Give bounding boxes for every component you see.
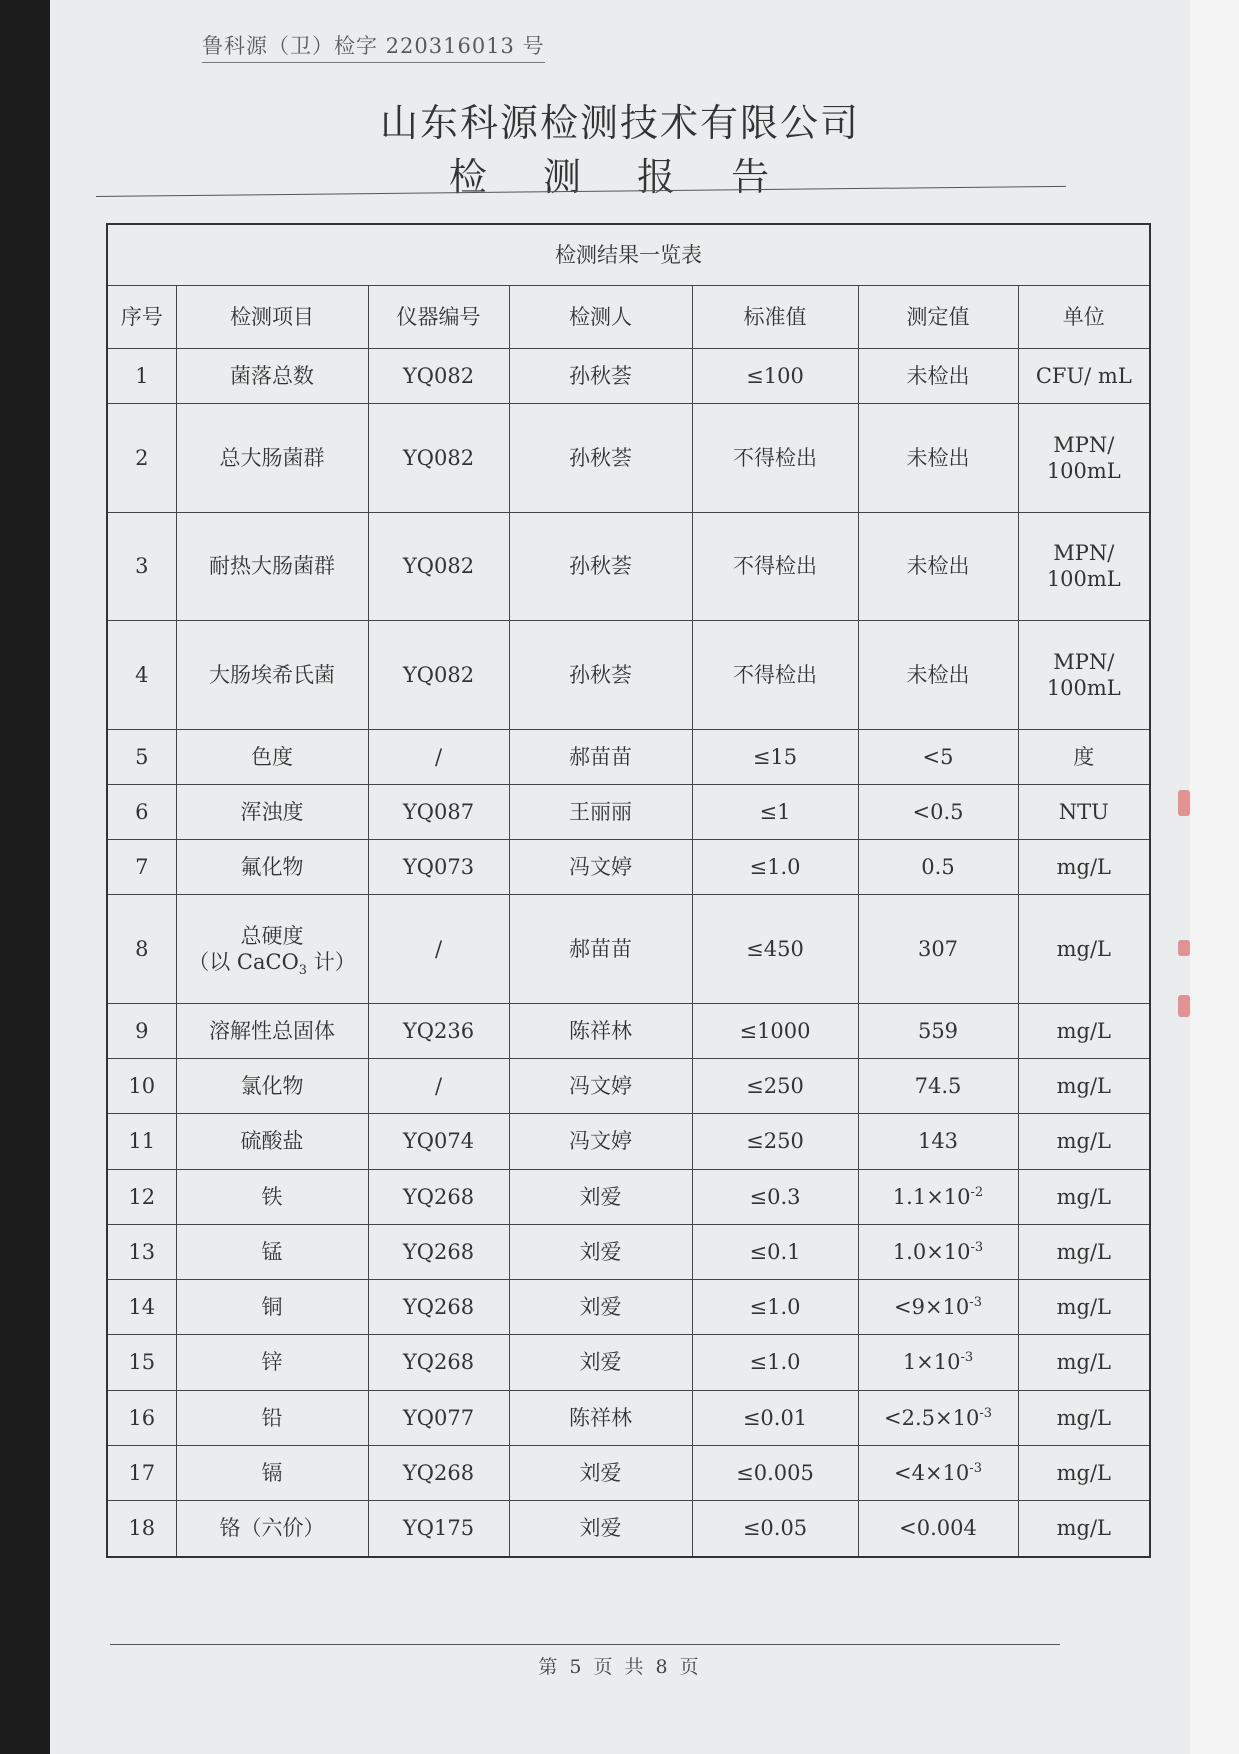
instrument-code: /	[368, 1059, 509, 1114]
item-name-text: 色度	[251, 744, 293, 769]
measured-value-exponent: -3	[969, 1295, 982, 1311]
tester-name: 刘爱	[509, 1445, 692, 1500]
footer-divider	[110, 1644, 1060, 1645]
table-row	[107, 404, 1150, 512]
item-name	[176, 349, 368, 404]
instrument-code: YQ087	[368, 784, 509, 839]
instrument-code: /	[368, 729, 509, 784]
results-table	[106, 223, 1151, 1558]
instrument-code: YQ268	[368, 1280, 509, 1335]
instrument-code: YQ268	[368, 1169, 509, 1224]
row-number: 6	[107, 784, 176, 839]
measured-value: 74.5	[858, 1059, 1018, 1114]
instrument-code: YQ082	[368, 404, 509, 512]
standard-value: ≤1.0	[692, 840, 858, 895]
company-name: 山东科源检测技术有限公司	[379, 101, 860, 145]
table-body	[107, 349, 1150, 1558]
standard-value: ≤250	[692, 1059, 858, 1114]
report-page	[50, 0, 1190, 1754]
unit: MPN/ 100mL	[1018, 404, 1150, 512]
row-number: 9	[107, 1003, 176, 1058]
item-name-text: 铁	[261, 1184, 283, 1209]
measured-value	[858, 1169, 1018, 1224]
tester-name: 孙秋荟	[509, 512, 692, 620]
standard-value: 不得检出	[692, 512, 858, 620]
standard-value: ≤450	[692, 895, 858, 1003]
tester-name: 王丽丽	[509, 784, 692, 839]
measured-value-base: 1.1×10	[892, 1184, 971, 1209]
table-row	[107, 1224, 1150, 1279]
measured-value-exponent: -3	[969, 1460, 982, 1476]
instrument-code: YQ236	[368, 1003, 509, 1058]
item-name-text: 镉	[261, 1460, 283, 1485]
item-name-text: 总大肠菌群	[219, 445, 325, 470]
unit: mg/L	[1018, 1059, 1150, 1114]
item-name	[176, 1059, 368, 1114]
unit: MPN/ 100mL	[1018, 512, 1150, 620]
tester-name: 刘爱	[509, 1224, 692, 1279]
row-number: 1	[107, 349, 176, 404]
unit: mg/L	[1018, 895, 1150, 1003]
item-name	[176, 1501, 368, 1557]
item-name	[176, 1114, 368, 1169]
tester-name: 刘爱	[509, 1280, 692, 1335]
measured-value: 143	[858, 1114, 1018, 1169]
table-row	[107, 349, 1150, 404]
standard-value: ≤0.1	[692, 1224, 858, 1279]
table-row	[107, 621, 1150, 729]
measured-value: 未检出	[858, 349, 1018, 404]
item-name	[176, 1445, 368, 1500]
item-name	[176, 1280, 368, 1335]
instrument-code: YQ175	[368, 1501, 509, 1557]
measured-value-base: 1.0×10	[892, 1239, 971, 1264]
unit: mg/L	[1018, 1114, 1150, 1169]
row-number: 16	[107, 1390, 176, 1445]
measured-value-exponent: -2	[970, 1184, 984, 1200]
seal-fragment	[1178, 995, 1190, 1017]
standard-value: ≤0.01	[692, 1390, 858, 1445]
item-name-text: 锌	[261, 1350, 283, 1375]
tester-name: 冯文婷	[509, 1114, 692, 1169]
measured-value: <0.004	[858, 1501, 1018, 1557]
measured-value-base: <4×10	[894, 1460, 970, 1485]
page-number: 第 5 页 共 8 页	[538, 1656, 702, 1678]
item-name	[176, 1224, 368, 1279]
standard-value: ≤1	[692, 784, 858, 839]
tester-name: 冯文婷	[509, 1059, 692, 1114]
instrument-code: YQ082	[368, 349, 509, 404]
item-name-text: 氟化物	[240, 855, 304, 880]
table-row	[107, 784, 1150, 839]
standard-value: ≤100	[692, 349, 858, 404]
item-name-text: 菌落总数	[230, 364, 314, 388]
tester-name: 刘爱	[509, 1335, 692, 1390]
row-number: 8	[107, 895, 176, 1003]
instrument-code: YQ268	[368, 1445, 509, 1500]
measured-value-base: <2.5×10	[884, 1405, 980, 1430]
item-name-text: 铬（六价）	[219, 1516, 325, 1541]
standard-value: ≤1.0	[692, 1335, 858, 1390]
unit: 度	[1018, 729, 1150, 784]
item-name	[176, 621, 368, 729]
report-title: 检 测 报 告	[448, 155, 792, 199]
table-row	[107, 1390, 1150, 1445]
measured-value	[858, 1224, 1018, 1279]
table-row	[107, 895, 1150, 1003]
table-row	[107, 1280, 1150, 1335]
table-row	[107, 1114, 1150, 1169]
instrument-code: YQ082	[368, 512, 509, 620]
column-header: 测定值	[858, 286, 1018, 349]
item-name	[176, 404, 368, 512]
row-number: 2	[107, 404, 176, 512]
instrument-code: /	[368, 895, 509, 1003]
standard-value: ≤0.3	[692, 1169, 858, 1224]
column-header: 仪器编号	[368, 286, 509, 349]
item-name-text: 耐热大肠菌群	[209, 554, 335, 579]
table-row	[107, 1335, 1150, 1390]
seal-fragment	[1178, 940, 1190, 956]
tester-name: 冯文婷	[509, 840, 692, 895]
tester-name: 郝苗苗	[509, 729, 692, 784]
measured-value: 未检出	[858, 512, 1018, 620]
tester-name: 孙秋荟	[509, 349, 692, 404]
item-name	[176, 840, 368, 895]
standard-value: ≤0.05	[692, 1501, 858, 1557]
measured-value	[858, 1280, 1018, 1335]
item-name-text: 铜	[261, 1295, 283, 1320]
measured-value-exponent: -3	[960, 1350, 974, 1366]
item-name	[176, 1335, 368, 1390]
table-row	[107, 1445, 1150, 1500]
tester-name: 陈祥林	[509, 1003, 692, 1058]
unit: CFU/ mL	[1018, 349, 1150, 404]
unit: mg/L	[1018, 1003, 1150, 1058]
column-header: 标准值	[692, 286, 858, 349]
column-header: 检测项目	[176, 286, 368, 349]
column-header: 检测人	[509, 286, 692, 349]
table-row	[107, 729, 1150, 784]
unit: mg/L	[1018, 1445, 1150, 1500]
item-name	[176, 729, 368, 784]
unit: mg/L	[1018, 840, 1150, 895]
report-number: 鲁科源（卫）检字 220316013 号	[202, 30, 545, 63]
table-row	[107, 512, 1150, 620]
measured-value: 未检出	[858, 621, 1018, 729]
measured-value	[858, 1445, 1018, 1500]
item-name-text: 硫酸盐	[240, 1129, 304, 1154]
instrument-code: YQ268	[368, 1224, 509, 1279]
unit: mg/L	[1018, 1280, 1150, 1335]
standard-value: ≤1000	[692, 1003, 858, 1058]
column-header: 序号	[107, 286, 176, 349]
table-row	[107, 1059, 1150, 1114]
item-name	[176, 895, 368, 1003]
unit: NTU	[1018, 784, 1150, 839]
measured-value-exponent: -3	[970, 1239, 984, 1255]
row-number: 11	[107, 1114, 176, 1169]
unit: mg/L	[1018, 1224, 1150, 1279]
table-row	[107, 1003, 1150, 1058]
unit: MPN/ 100mL	[1018, 621, 1150, 729]
standard-value: ≤1.0	[692, 1280, 858, 1335]
item-name-text: 大肠埃希氏菌	[209, 662, 335, 687]
measured-value: <0.5	[858, 784, 1018, 839]
tester-name: 孙秋荟	[509, 404, 692, 512]
standard-value: 不得检出	[692, 621, 858, 729]
row-number: 13	[107, 1224, 176, 1279]
tester-name: 郝苗苗	[509, 895, 692, 1003]
measured-value: 559	[858, 1003, 1018, 1058]
standard-value: 不得检出	[692, 404, 858, 512]
instrument-code: YQ073	[368, 840, 509, 895]
standard-value: ≤15	[692, 729, 858, 784]
row-number: 3	[107, 512, 176, 620]
measured-value: 未检出	[858, 404, 1018, 512]
row-number: 14	[107, 1280, 176, 1335]
row-number: 18	[107, 1501, 176, 1557]
standard-value: ≤0.005	[692, 1445, 858, 1500]
measured-value: 307	[858, 895, 1018, 1003]
unit: mg/L	[1018, 1335, 1150, 1390]
row-number: 10	[107, 1059, 176, 1114]
row-number: 17	[107, 1445, 176, 1500]
item-note: 计）	[307, 950, 356, 975]
measured-value: <5	[858, 729, 1018, 784]
tester-name: 刘爱	[509, 1169, 692, 1224]
instrument-code: YQ268	[368, 1335, 509, 1390]
column-header: 单位	[1018, 286, 1150, 349]
row-number: 15	[107, 1335, 176, 1390]
tester-name: 刘爱	[509, 1501, 692, 1557]
item-name	[176, 1003, 368, 1058]
tester-name: 孙秋荟	[509, 621, 692, 729]
item-name-text: 总硬度	[240, 923, 304, 948]
table-caption: 检测结果一览表	[107, 224, 1150, 286]
tester-name: 陈祥林	[509, 1390, 692, 1445]
instrument-code: YQ082	[368, 621, 509, 729]
row-number: 5	[107, 729, 176, 784]
background-strip	[1190, 0, 1239, 1754]
instrument-code: YQ077	[368, 1390, 509, 1445]
item-note: （以 CaCO	[188, 950, 299, 975]
unit: mg/L	[1018, 1501, 1150, 1557]
measured-value-exponent: -3	[979, 1405, 992, 1421]
table-row	[107, 1501, 1150, 1557]
item-name-text: 溶解性总固体	[209, 1018, 335, 1043]
item-name	[176, 784, 368, 839]
instrument-code: YQ074	[368, 1114, 509, 1169]
measured-value-base: 1×10	[902, 1350, 961, 1375]
row-number: 12	[107, 1169, 176, 1224]
row-number: 7	[107, 840, 176, 895]
unit: mg/L	[1018, 1169, 1150, 1224]
table-header-row	[107, 286, 1150, 349]
item-note-subscript: 3	[298, 963, 308, 979]
seal-fragment	[1178, 790, 1190, 816]
measured-value	[858, 1390, 1018, 1445]
item-name-text: 锰	[261, 1239, 283, 1264]
row-number: 4	[107, 621, 176, 729]
item-name	[176, 512, 368, 620]
item-name	[176, 1169, 368, 1224]
measured-value-base: <9×10	[894, 1295, 970, 1320]
unit: mg/L	[1018, 1390, 1150, 1445]
item-name-text: 浑浊度	[240, 799, 304, 824]
item-name-text: 铅	[261, 1405, 283, 1430]
table-row	[107, 1169, 1150, 1224]
item-name	[176, 1390, 368, 1445]
standard-value: ≤250	[692, 1114, 858, 1169]
table-row	[107, 840, 1150, 895]
measured-value: 0.5	[858, 840, 1018, 895]
item-name-text: 氯化物	[240, 1074, 304, 1099]
measured-value	[858, 1335, 1018, 1390]
